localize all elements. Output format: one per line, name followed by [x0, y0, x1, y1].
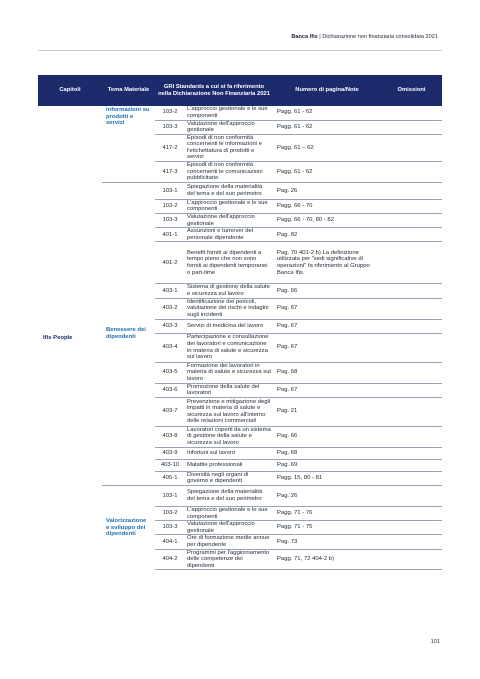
omissioni-cell	[381, 120, 442, 134]
omissioni-cell	[381, 426, 442, 447]
tema-materiale-cell: Benessere dei dipendenti	[102, 182, 155, 485]
page-note-cell: Pagg. 61 - 62	[273, 162, 381, 183]
gri-description-cell: Formazione dei lavoratori in materia di salute e sicurezza sul lavoro	[185, 362, 273, 383]
gri-description-cell: Episodi di non conformità concernenti le comunicazioni pubblicitarie	[185, 162, 273, 183]
gri-description-cell: L'approccio gestionale e le sue componenti	[185, 199, 273, 213]
page-note-cell: Pag. 66	[273, 284, 381, 298]
omissioni-cell	[381, 199, 442, 213]
page-note-cell: Pag. 26	[273, 485, 381, 506]
gri-code-cell: 103-2	[155, 199, 185, 213]
gri-description-cell: Lavoratori coperti da un sistema di gestione della salute e sicurezza sul lavoro	[185, 426, 273, 447]
capitolo-cell: Ifis People	[43, 334, 73, 341]
omissioni-cell	[381, 214, 442, 228]
gri-code-cell: 103-2	[155, 506, 185, 520]
omissioni-cell	[381, 134, 442, 161]
gri-description-cell: Valutazione dell'approccio gestionale	[185, 120, 273, 134]
page-note-cell: Pagg. 66 - 70	[273, 199, 381, 213]
gri-code-cell: 403-4	[155, 333, 185, 362]
col-numero-pagina: Numero di pagina/Note	[273, 75, 381, 106]
table-row	[38, 106, 442, 120]
page-note-cell: Pagg. 66 - 70, 80 - 82	[273, 214, 381, 228]
gri-code-cell: 403-7	[155, 397, 185, 426]
gri-code-cell: 417-2	[155, 134, 185, 161]
table-header-row	[38, 75, 442, 106]
omissioni-cell	[381, 506, 442, 520]
page-note-cell: Pag. 68	[273, 447, 381, 459]
col-tema-materiale: Tema Materiale	[102, 75, 155, 106]
omissioni-cell	[381, 471, 442, 485]
omissioni-cell	[381, 106, 442, 120]
omissioni-cell	[381, 319, 442, 333]
header-company: Banca Ifis	[291, 34, 318, 40]
omissioni-cell	[381, 397, 442, 426]
gri-description-cell: Valutazione dell'approccio gestionale	[185, 214, 273, 228]
omissioni-cell	[381, 298, 442, 319]
omissioni-cell	[381, 383, 442, 397]
gri-description-cell: Assunzioni e turnover del personale dipendente	[185, 228, 273, 242]
header-divider	[38, 50, 442, 51]
gri-code-cell: 103-3	[155, 120, 185, 134]
page-note-cell: Pagg. 71, 72 404-2 b)	[273, 549, 381, 570]
omissioni-cell	[381, 242, 442, 284]
col-gri-standards: GRI Standards a cui si fa riferimento nella Dichiarazione Non Finanziaria 2021	[155, 75, 273, 106]
omissioni-cell	[381, 447, 442, 459]
gri-content-table	[38, 75, 442, 570]
page-note-cell: Pagg. 15, 80 - 81	[273, 471, 381, 485]
omissioni-cell	[381, 162, 442, 183]
omissioni-cell	[381, 459, 442, 471]
gri-description-cell: Spiegazione della materialità del tema e del suo perimetro	[185, 485, 273, 506]
gri-code-cell: 405-1	[155, 471, 185, 485]
page-note-cell: Pag. 73	[273, 535, 381, 549]
gri-code-cell: 403-1	[155, 284, 185, 298]
page-number: 101	[430, 639, 440, 645]
gri-description-cell: Ore di formazione medie annue per dipendente	[185, 535, 273, 549]
page-note-cell: Pag. 68	[273, 362, 381, 383]
header-doc-title: Dichiarazione non finanziaria consolidata 2021	[322, 34, 438, 40]
gri-code-cell: 401-1	[155, 228, 185, 242]
page-note-cell: Pag. 67	[273, 319, 381, 333]
gri-description-cell: Benefit forniti ai dipendenti a tempo pieno che non sono forniti ai dipendenti temporanei o part-time	[185, 242, 273, 284]
gri-code-cell: 404-2	[155, 549, 185, 570]
page-note-cell: Pagg. 61 - 62	[273, 120, 381, 134]
gri-description-cell: Infortuni sul lavoro	[185, 447, 273, 459]
omissioni-cell	[381, 362, 442, 383]
gri-code-cell: 103-2	[155, 106, 185, 120]
tema-materiale-cell: Valorizzazione e sviluppo dei dipendenti	[102, 485, 155, 569]
gri-description-cell: L'approccio gestionale e le sue componenti	[185, 106, 273, 120]
omissioni-cell	[381, 182, 442, 199]
gri-description-cell: Identificazione dei pericoli, valutazione dei rischi e indagini sugli incidenti	[185, 298, 273, 319]
page-note-cell: Pagg. 71 - 76	[273, 506, 381, 520]
gri-code-cell: 103-3	[155, 521, 185, 535]
omissioni-cell	[381, 485, 442, 506]
page-note-cell: Pag. 67	[273, 383, 381, 397]
omissioni-cell	[381, 228, 442, 242]
gri-description-cell: Malattie professionali	[185, 459, 273, 471]
page-note-cell: Pag. 82	[273, 228, 381, 242]
gri-code-cell: 103-1	[155, 485, 185, 506]
header-separator: |	[317, 34, 323, 40]
col-omissioni: Omissioni	[381, 75, 442, 106]
gri-description-cell: L'approccio gestionale e le sue componenti	[185, 506, 273, 520]
gri-code-cell: 404-1	[155, 535, 185, 549]
gri-description-cell: Promozione della salute dei lavoratori	[185, 383, 273, 397]
gri-description-cell: Sistema di gestione della salute e sicurezza sul lavoro	[185, 284, 273, 298]
page-note-cell: Pagg. 71 - 75	[273, 521, 381, 535]
gri-code-cell: 403-10	[155, 459, 185, 471]
page-header	[291, 34, 438, 40]
page-note-cell: Pag. 21	[273, 397, 381, 426]
gri-code-cell: 103-3	[155, 214, 185, 228]
page-note-cell: Pag. 69	[273, 459, 381, 471]
tema-materiale-cell: informazioni su prodotti e servizi	[106, 107, 150, 127]
gri-description-cell: Diversità negli organi di governo e dipendenti	[185, 471, 273, 485]
gri-code-cell: 403-2	[155, 298, 185, 319]
omissioni-cell	[381, 549, 442, 570]
gri-code-cell: 403-9	[155, 447, 185, 459]
page-note-cell: Pagg. 61 – 62	[273, 134, 381, 161]
page-note-cell: Pagg. 61 - 62	[273, 106, 381, 120]
gri-code-cell: 403-5	[155, 362, 185, 383]
page-note-cell: Pag. 67	[273, 298, 381, 319]
gri-code-cell: 403-6	[155, 383, 185, 397]
gri-code-cell: 401-2	[155, 242, 185, 284]
gri-code-cell: 403-3	[155, 319, 185, 333]
page-note-cell: Pag. 70 401-2 b) La definizione utilizzata per "sedi significative di operazioni" fa riferimento al Gruppo Banca Ifis.	[273, 242, 381, 284]
gri-description-cell: Prevenzione e mitigazione degli impatti in materia di salute e sicurezza sul lavoro all'interno delle relazioni commerciali	[185, 397, 273, 426]
gri-description-cell: Episodi di non conformità concernenti le informazioni e l'etichettatura di prodotti e servizi	[185, 134, 273, 161]
table-body	[38, 106, 442, 570]
page-note-cell: Pag. 67	[273, 333, 381, 362]
gri-description-cell: Servizi di medicina del lavoro	[185, 319, 273, 333]
omissioni-cell	[381, 284, 442, 298]
gri-code-cell: 403-8	[155, 426, 185, 447]
omissioni-cell	[381, 535, 442, 549]
col-capitoli: Capitoli	[38, 75, 102, 106]
gri-description-cell: Programmi per l'aggiornamento delle competenze dei dipendenti	[185, 549, 273, 570]
page-note-cell: Pag. 66	[273, 426, 381, 447]
gri-description-cell: Spiegazione della materialità del tema e del suo perimetro	[185, 182, 273, 199]
gri-code-cell: 417-3	[155, 162, 185, 183]
gri-description-cell: Valutazione dell'approccio gestionale	[185, 521, 273, 535]
gri-description-cell: Partecipazione e consultazione dei lavoratori e comunicazione in materia di salute e sicurezza sul lavoro	[185, 333, 273, 362]
page-note-cell: Pag. 26	[273, 182, 381, 199]
omissioni-cell	[381, 521, 442, 535]
gri-code-cell: 103-1	[155, 182, 185, 199]
omissioni-cell	[381, 333, 442, 362]
